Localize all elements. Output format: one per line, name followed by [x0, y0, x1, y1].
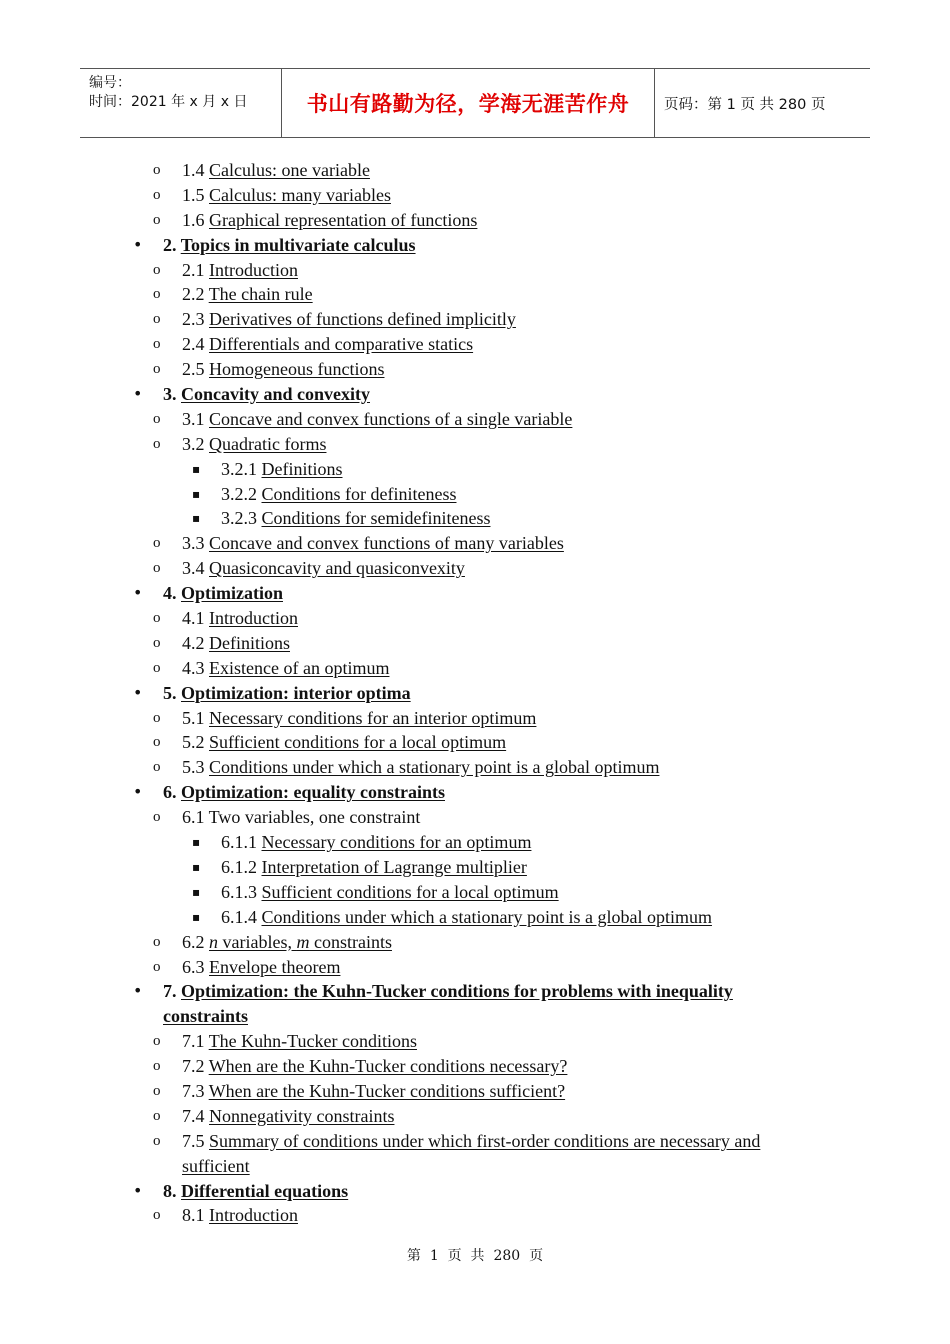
- header-divider: [654, 69, 655, 137]
- toc-entry: [182, 1029, 417, 1054]
- toc-link[interactable]: Derivatives of functions defined implicitly: [209, 309, 516, 330]
- toc-entry: [182, 1129, 807, 1179]
- bullet-icon: o: [153, 734, 161, 751]
- bullet-icon: o: [153, 162, 161, 178]
- toc-item-level-2: [0, 556, 950, 581]
- bullet-icon: o: [153, 659, 161, 676]
- toc-number: 3.1: [182, 408, 209, 429]
- toc-link[interactable]: Conditions under which a stationary point is a global optimum: [209, 757, 660, 778]
- toc-entry: [182, 706, 536, 731]
- toc-item-level-1: [0, 780, 950, 805]
- toc-link[interactable]: Quadratic forms: [209, 433, 327, 454]
- bullet-icon: o: [153, 634, 161, 651]
- toc-link[interactable]: Quasiconcavity and quasiconvexity: [209, 558, 465, 579]
- toc-number: 6.1.1: [221, 832, 262, 853]
- toc-number: 5.: [163, 682, 181, 703]
- page-info: 页码：第 1 页 共 280 页: [664, 96, 826, 113]
- toc-link[interactable]: Concave and convex functions of a single variable: [209, 408, 573, 429]
- toc-entry: [182, 208, 477, 233]
- toc-item-level-2: [0, 631, 950, 656]
- toc-link[interactable]: Differentials and comparative statics: [209, 334, 474, 355]
- toc-link[interactable]: Summary of conditions under which first-order conditions are necessary and sufficient: [182, 1130, 761, 1176]
- bullet-icon: o: [153, 186, 161, 203]
- toc-entry: [221, 880, 559, 905]
- bullet-icon: •: [133, 234, 143, 254]
- toc-number: 3.2: [182, 433, 209, 454]
- toc-link[interactable]: Necessary conditions for an interior optimum: [209, 707, 537, 728]
- bullet-icon: •: [133, 384, 143, 404]
- toc-number: 2.4: [182, 334, 209, 355]
- toc-number: 6.: [163, 782, 181, 803]
- toc-link-text: variables,: [218, 931, 297, 952]
- page-footer: [0, 1245, 950, 1265]
- bullet-icon: ▪: [192, 835, 201, 850]
- toc-number: 7.1: [182, 1031, 209, 1052]
- toc-item-level-2: [0, 1104, 950, 1129]
- toc-link[interactable]: Introduction: [209, 608, 298, 629]
- toc-number: 5.2: [182, 732, 209, 753]
- toc-link[interactable]: Sufficient conditions for a local optimum: [261, 881, 559, 902]
- header-table: [80, 68, 870, 138]
- toc-entry: [182, 531, 564, 556]
- toc-link[interactable]: Interpretation of Lagrange multiplier: [261, 856, 527, 877]
- toc-link[interactable]: Necessary conditions for an optimum: [261, 832, 532, 853]
- bullet-icon: •: [133, 682, 143, 702]
- toc-item-level-2: [0, 730, 950, 755]
- toc-link[interactable]: [209, 932, 392, 952]
- toc-link[interactable]: Definitions: [261, 458, 343, 479]
- bullet-icon: o: [153, 1132, 161, 1149]
- toc-entry: [182, 656, 389, 681]
- toc-item-level-2: [0, 282, 950, 307]
- bullet-icon: o: [153, 709, 161, 726]
- toc-link[interactable]: Nonnegativity constraints: [209, 1105, 395, 1126]
- toc-item-level-2: [0, 183, 950, 208]
- bullet-icon: o: [153, 1107, 161, 1124]
- footer-total-pages: 280: [493, 1248, 521, 1264]
- toc-link[interactable]: Optimization: interior optima: [181, 682, 411, 703]
- toc-link[interactable]: Optimization: equality constraints: [181, 782, 445, 803]
- toc-item-level-1: [0, 681, 950, 706]
- toc-item-level-2: [0, 432, 950, 457]
- toc-entry: [163, 780, 445, 805]
- bullet-icon: o: [153, 435, 161, 452]
- toc-link[interactable]: Sufficient conditions for a local optimum: [209, 732, 507, 753]
- bullet-icon: ▪: [192, 884, 201, 899]
- toc-item-level-1: [0, 581, 950, 606]
- toc-entry: [182, 432, 326, 457]
- bullet-icon: •: [133, 981, 143, 1001]
- toc-item-level-2: [0, 656, 950, 681]
- header-left-cell: [80, 69, 281, 137]
- toc-entry: [163, 979, 783, 1029]
- toc-item-level-2: [0, 1079, 950, 1104]
- footer-page-number: 1: [429, 1248, 439, 1264]
- bullet-icon: o: [153, 610, 161, 627]
- toc-number: 4.1: [182, 608, 209, 629]
- toc-link[interactable]: The Kuhn-Tucker conditions: [208, 1031, 417, 1052]
- toc-entry: [221, 905, 712, 930]
- toc-entry: [182, 556, 465, 581]
- toc-entry: [221, 482, 456, 507]
- toc-entry: [163, 681, 411, 706]
- toc-link[interactable]: Introduction: [209, 1205, 298, 1226]
- toc-number: 3.: [163, 384, 181, 405]
- toc-item-level-3: [0, 855, 950, 880]
- toc-entry: [182, 606, 298, 631]
- toc-number: 3.2.1: [221, 458, 262, 479]
- toc-number: 6.2: [182, 931, 209, 952]
- toc-entry: [182, 258, 298, 283]
- toc-item-level-2: [0, 332, 950, 357]
- toc-item-level-1: [0, 1179, 950, 1204]
- toc-link[interactable]: Differential equations: [181, 1180, 349, 1201]
- toc-number: 4.2: [182, 632, 209, 653]
- bullet-icon: o: [153, 311, 161, 328]
- toc-item-level-2: [0, 407, 950, 432]
- toc-number: 6.1.2: [221, 856, 262, 877]
- toc-link[interactable]: Optimization: the Kuhn-Tucker conditions for problems with inequality constraints: [163, 981, 733, 1027]
- toc-link[interactable]: Concavity and convexity: [181, 384, 370, 405]
- toc-number: 7.4: [182, 1105, 209, 1126]
- bullet-icon: o: [153, 1207, 161, 1224]
- toc-number: 7.2: [182, 1056, 209, 1077]
- toc-link-var-n: n: [209, 931, 218, 952]
- toc-number: 1.5: [182, 184, 209, 205]
- number-label: 编号：: [89, 75, 131, 91]
- bullet-icon: o: [153, 410, 161, 427]
- toc-link[interactable]: Existence of an optimum: [209, 657, 390, 678]
- toc-link[interactable]: Topics in multivariate calculus: [180, 234, 416, 255]
- toc-number: 3.3: [182, 533, 209, 554]
- toc-number: 2.5: [182, 359, 209, 380]
- toc-entry: [182, 158, 370, 183]
- toc-link[interactable]: When are the Kuhn-Tucker conditions necessary?: [208, 1056, 568, 1077]
- toc-item-level-2: [0, 1029, 950, 1054]
- bullet-icon: ▪: [192, 486, 201, 501]
- toc-item-level-3: [0, 830, 950, 855]
- toc-number: 2.2: [182, 284, 209, 305]
- toc-item-level-3: [0, 457, 950, 482]
- toc-entry: [182, 357, 384, 382]
- toc-link[interactable]: Conditions for definiteness: [261, 483, 457, 504]
- toc-link[interactable]: Conditions under which a stationary point is a global optimum: [261, 906, 712, 927]
- bullet-icon: •: [133, 782, 143, 802]
- toc-item-level-1: [0, 233, 950, 258]
- bullet-icon: o: [153, 336, 161, 353]
- toc-entry: [182, 805, 420, 830]
- toc-number: 5.3: [182, 757, 209, 778]
- bullet-icon: •: [133, 583, 143, 603]
- toc-link[interactable]: Calculus: one variable: [209, 160, 370, 180]
- toc-entry: [182, 1054, 567, 1079]
- footer-unit: 页: [529, 1248, 544, 1264]
- toc-number: 7.: [163, 981, 181, 1002]
- footer-page-word: 第: [406, 1248, 421, 1264]
- toc-link-var-m: m: [296, 931, 310, 952]
- bullet-icon: o: [153, 958, 161, 975]
- toc-entry: [182, 407, 572, 432]
- toc-entry: [163, 233, 416, 258]
- toc-number: 3.2.3: [221, 508, 262, 529]
- toc-number: 3.4: [182, 558, 209, 579]
- toc-entry: [221, 506, 490, 531]
- bullet-icon: o: [153, 1082, 161, 1099]
- toc-number: 2.: [163, 234, 181, 255]
- toc-link[interactable]: Conditions for semidefiniteness: [261, 508, 491, 529]
- toc-number: 3.2.2: [221, 483, 262, 504]
- bullet-icon: ▪: [192, 511, 201, 526]
- toc-entry: [163, 1179, 348, 1204]
- toc-item-level-2: [0, 955, 950, 980]
- toc-entry: [182, 755, 659, 780]
- toc-item-level-1: [0, 382, 950, 407]
- toc-item-level-2: [0, 1203, 950, 1228]
- bullet-icon: o: [153, 1033, 161, 1050]
- toc-entry: [221, 457, 343, 482]
- bullet-icon: o: [153, 286, 161, 303]
- bullet-icon: o: [153, 211, 161, 228]
- toc-item-level-2: [0, 258, 950, 283]
- date-label: 时间：2021 年 x 月 x 日: [89, 94, 248, 110]
- toc-entry: [182, 183, 391, 208]
- toc-item-level-2: [0, 307, 950, 332]
- toc-entry: [163, 581, 283, 606]
- toc-link[interactable]: Homogeneous functions: [209, 359, 385, 380]
- toc-number: 4.: [163, 583, 181, 604]
- toc-entry: [182, 1203, 298, 1228]
- toc-entry: [182, 730, 506, 755]
- table-of-contents: [0, 158, 950, 1228]
- toc-number: 8.1: [182, 1205, 209, 1226]
- bullet-icon: o: [153, 361, 161, 378]
- toc-entry: [221, 830, 531, 855]
- toc-item-level-1: [0, 979, 950, 1029]
- bullet-icon: o: [153, 759, 161, 776]
- toc-item-level-2: [0, 755, 950, 780]
- toc-item-level-2: [0, 357, 950, 382]
- bullet-icon: •: [133, 1180, 143, 1200]
- toc-number: 1.6: [182, 209, 209, 230]
- toc-number: 7.5: [182, 1130, 209, 1151]
- bullet-icon: o: [153, 1058, 161, 1075]
- toc-item-level-2: [0, 930, 950, 955]
- toc-number: 2.1: [182, 259, 209, 280]
- toc-item-level-3: [0, 506, 950, 531]
- toc-entry: [182, 282, 313, 307]
- bullet-icon: ▪: [192, 909, 201, 924]
- toc-entry: [182, 1104, 394, 1129]
- toc-link[interactable]: Definitions: [209, 632, 290, 653]
- toc-item-level-2: [0, 706, 950, 731]
- toc-number: 6.1.3: [221, 881, 262, 902]
- toc-item-level-3: [0, 880, 950, 905]
- toc-link[interactable]: Graphical representation of functions: [209, 209, 478, 230]
- toc-number: 5.1: [182, 707, 209, 728]
- toc-link[interactable]: Introduction: [209, 259, 298, 280]
- toc-entry: [182, 631, 290, 656]
- motto: 书山有路勤为径，学海无涯苦作舟: [306, 92, 630, 116]
- toc-number: 6.1.4: [221, 906, 262, 927]
- toc-link-text: constraints: [309, 931, 392, 952]
- toc-number: 2.3: [182, 309, 209, 330]
- toc-link[interactable]: Concave and convex functions of many variables: [209, 533, 564, 554]
- toc-item-level-2: [0, 158, 950, 183]
- footer-unit: 页: [447, 1248, 462, 1264]
- bullet-icon: o: [153, 535, 161, 552]
- toc-item-level-3: [0, 905, 950, 930]
- toc-number: 4.3: [182, 657, 209, 678]
- toc-number: 6.1 Two variables, one constraint: [182, 807, 421, 828]
- toc-entry: [163, 382, 370, 407]
- toc-entry: [182, 332, 473, 357]
- toc-number: 7.3: [182, 1080, 209, 1101]
- bullet-icon: o: [153, 933, 161, 950]
- toc-item-level-2: [0, 208, 950, 233]
- toc-link[interactable]: Envelope theorem: [209, 956, 341, 977]
- bullet-icon: o: [153, 261, 161, 278]
- toc-link[interactable]: When are the Kuhn-Tucker conditions sufficient?: [208, 1080, 566, 1101]
- toc-item-level-2: [0, 1054, 950, 1079]
- toc-item-level-2: [0, 805, 950, 830]
- toc-item-level-2: [0, 531, 950, 556]
- toc-number: 6.3: [182, 956, 209, 977]
- toc-item-level-2: [0, 606, 950, 631]
- toc-item-level-3: [0, 482, 950, 507]
- toc-entry: [182, 307, 516, 332]
- toc-link[interactable]: Calculus: many variables: [209, 184, 391, 205]
- bullet-icon: ▪: [192, 859, 201, 874]
- bullet-icon: o: [153, 560, 161, 577]
- toc-link[interactable]: The chain rule: [208, 284, 313, 305]
- toc-entry: [182, 955, 340, 980]
- toc-number: 8.: [163, 1180, 181, 1201]
- toc-entry: [182, 930, 392, 955]
- toc-entry: [221, 855, 527, 880]
- toc-item-level-2: [0, 1129, 950, 1179]
- footer-total-word: 共: [470, 1248, 485, 1264]
- toc-entry: [182, 1079, 565, 1104]
- toc-link[interactable]: Optimization: [181, 583, 283, 604]
- bullet-icon: o: [153, 809, 161, 826]
- bullet-icon: ▪: [192, 461, 201, 476]
- toc-number: 1.4: [182, 160, 209, 180]
